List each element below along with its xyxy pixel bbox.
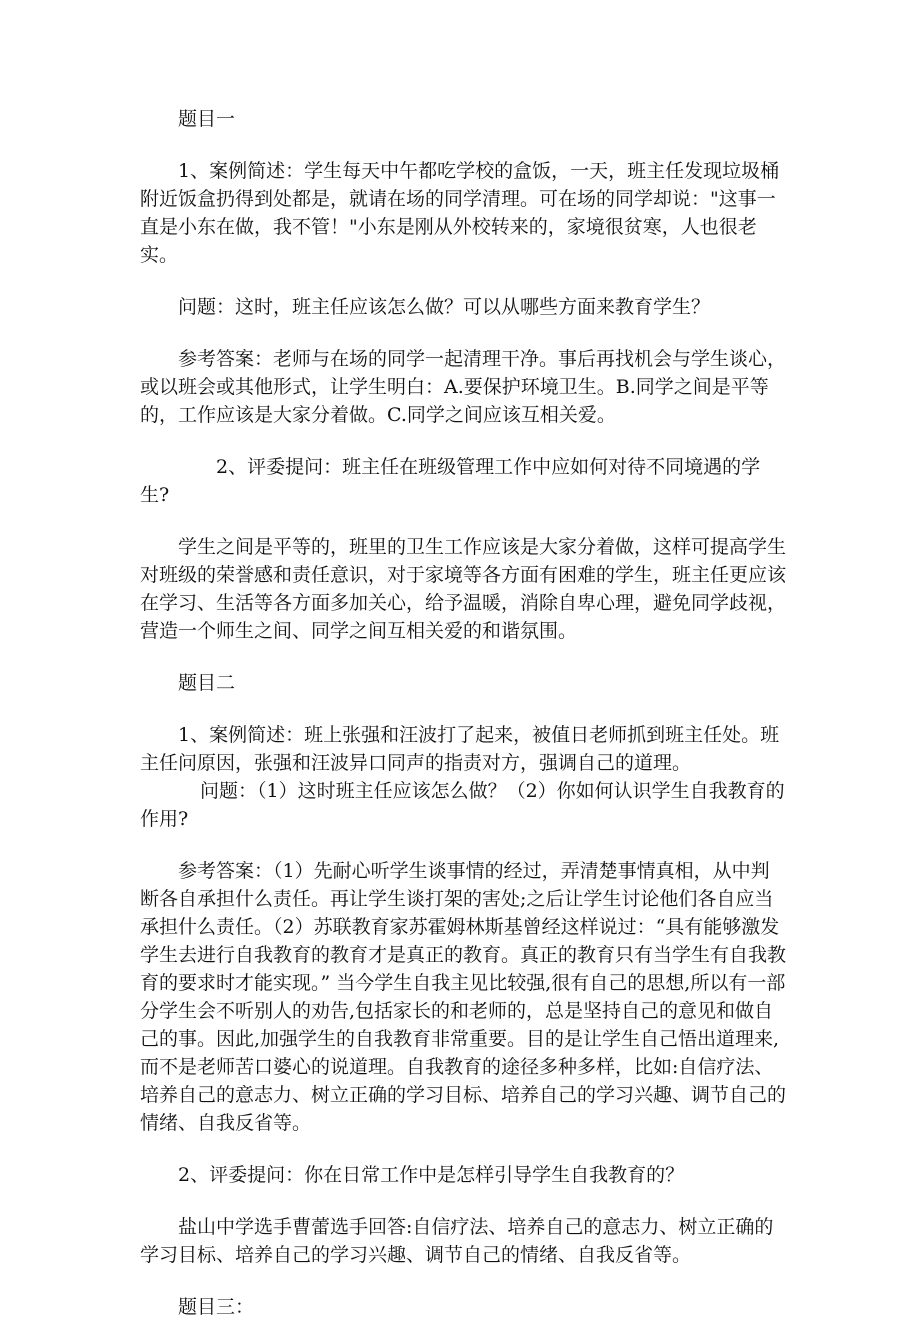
section-2-question: 问题：（1）这时班主任应该怎么做？（2）你如何认识学生自我教育的作用? <box>140 780 785 830</box>
section-1-question: 问题：这时，班主任应该怎么做？可以从哪些方面来教育学生？ <box>178 296 711 318</box>
section-3-title: 题目三： <box>178 1296 255 1318</box>
section-1-answer: 参考答案：老师与在场的同学一起清理干净。事后再找机会与学生谈心，或以班会或其他形式，让学生明白：A.要保护环境卫生。B.同学之间是平等的，工作应该是大家分着做。C.同学之间应该互相关爱。 <box>140 348 787 426</box>
section-2-judge-answer: 盐山中学选手曹蕾选手回答:自信疗法、培养自己的意志力、树立正确的学习目标、培养自己的学习兴趣、调节自己的情绪、自我反省等。 <box>140 1216 774 1266</box>
section-2-case: 1、案例简述：班上张强和汪波打了起来，被值日老师抓到班主任处。班主任问原因，张强和汪波异口同声的指责对方，强调自己的道理。 <box>140 724 780 774</box>
section-1-judge-question: 2、评委提问：班主任在班级管理工作中应如何对待不同境遇的学生? <box>140 456 761 506</box>
section-2-answer: 参考答案：（1）先耐心听学生谈事情的经过，弄清楚事情真相，从中判断各自承担什么责任。再让学生谈打架的害处;之后让学生讨论他们各自应当承担什么责任。（2）苏联教育家苏霍姆林斯基曾经这样说过：“具有能够激发学生去进行自我教育的教育才是真正的教育。真正的教育只有当学生有自我教育的要求时才能实现。” 当今学生自我主见比较强,很有自己的思想,所以有一部分学生会不听别人的劝告,包括家长的和老师的，总是坚持自己的意见和做自己的事。因此,加强学生的自我教育非常重要。目的是让学生自己悟出道理来,而不是老师苦口婆心的说道理。自我教育的途径多种多样，比如:自信疗法、培养自己的意志力、树立正确的学习目标、培养自己的学习兴趣、调节自己的情绪、自我反省等。 <box>140 860 787 1134</box>
section-2-judge-question: 2、评委提问：你在日常工作中是怎样引导学生自我教育的？ <box>178 1164 685 1186</box>
section-2-title: 题目二 <box>178 672 236 694</box>
section-1-judge-answer: 学生之间是平等的，班里的卫生工作应该是大家分着做，这样可提高学生对班级的荣誉感和责任意识，对于家境等各方面有困难的学生，班主任更应该在学习、生活等各方面多加关心，给予温暖，消除自卑心理，避免同学歧视，营造一个师生之间、同学之间互相关爱的和谐氛围。 <box>140 536 787 642</box>
document-body <box>140 105 788 1321</box>
section-1-title: 题目一 <box>178 108 236 130</box>
section-1-case: 1、案例简述：学生每天中午都吃学校的盒饭，一天，班主任发现垃圾桶附近饭盒扔得到处都是，就请在场的同学清理。可在场的同学却说："这事一直是小东在做，我不管！"小东是刚从外校转来的，家境很贫寒，人也很老实。 <box>140 160 780 266</box>
